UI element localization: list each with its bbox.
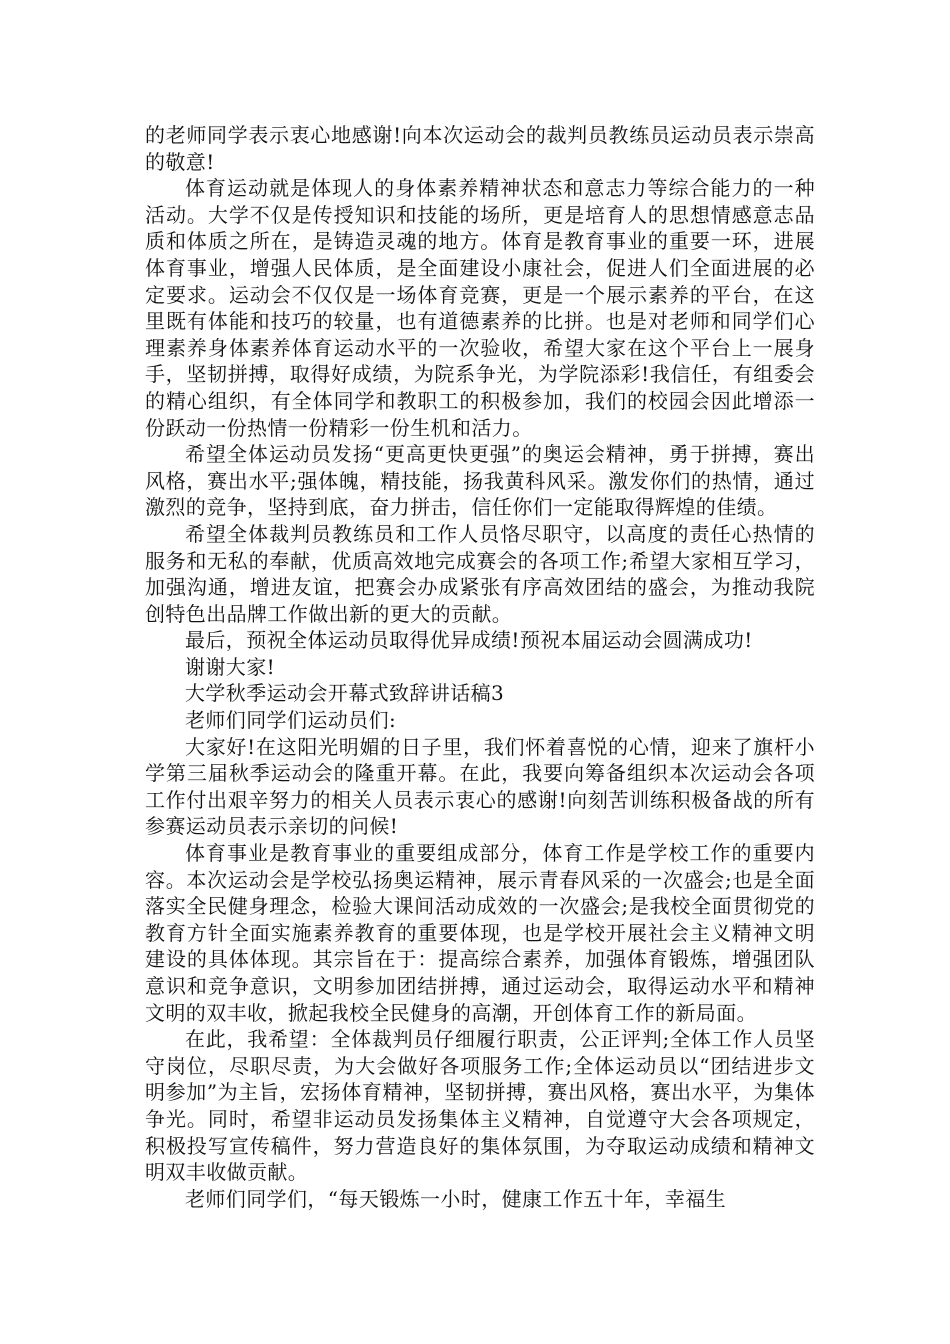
paragraph-greeting: 大家好!在这阳光明媚的日子里，我们怀着喜悦的心情，迎来了旗杆小学第三届秋季运动会的隆重开幕。在此，我要向筹备组织本次运动会各项工作付出艰辛努力的相关人员表示衷心的感谢!向刻苦训练积极备战的所有参赛运动员表示亲切的问候!	[145, 734, 815, 839]
paragraph-expectations: 在此，我希望：全体裁判员仔细履行职责，公正评判;全体工作人员坚守岗位，尽职尽责，为大会做好各项服务工作;全体运动员以“团结进步文明参加”为主旨，宏扬体育精神，坚韧拼搏，赛出风格，赛出水平，为集体争光。同时，希望非运动员发扬集体主义精神，自觉遵守大会各项规定，积极投写宣传稿件，努力营造良好的集体氛围，为夺取运动成绩和精神文明双丰收做贡献。	[145, 1027, 815, 1185]
paragraph-referees-hope: 希望全体裁判员教练员和工作人员恪尽职守，以高度的责任心热情的服务和无私的奉献，优质高效地完成赛会的各项工作;希望大家相互学习，加强沟通，增进友谊，把赛会办成紧张有序高效团结的盛会，为推动我院创特色出品牌工作做出新的更大的贡献。	[145, 521, 815, 626]
document-page	[145, 122, 815, 1212]
paragraph-sports-education: 体育事业是教育事业的重要组成部分，体育工作是学校工作的重要内容。本次运动会是学校弘扬奥运精神，展示青春风采的一次盛会;也是全面落实全民健身理念，检验大课间活动成效的一次盛会;是我校全面贯彻党的教育方针全面实施素养教育的重要体现，也是学校开展社会主义精神文明建设的具体体现。其宗旨在于：提高综合素养，加强体育锻炼，增强团队意识和竞争意识，文明参加团结拼搏，通过运动会，取得运动水平和精神文明的双丰收，掀起我校全民健身的高潮，开创体育工作的新局面。	[145, 841, 815, 1025]
paragraph-thanks: 谢谢大家!	[185, 654, 276, 679]
paragraph-continuation: 的老师同学表示衷心地感谢!向本次运动会的裁判员教练员运动员表示崇高的敬意!	[145, 123, 815, 174]
paragraph-wishes: 最后，预祝全体运动员取得优异成绩!预祝本届运动会圆满成功!	[185, 628, 753, 653]
paragraph-athletes-hope: 希望全体运动员发扬“更高更快更强”的奥运会精神，勇于拼搏，赛出风格，赛出水平;强体魄，精技能，扬我黄科风采。激发你们的热情，通过激烈的竞争，坚持到底，奋力拼击，信任你们一定能取得辉煌的佳绩。	[145, 442, 815, 520]
paragraph-closing: 老师们同学们，“每天锻炼一小时，健康工作五十年，幸福生	[185, 1186, 727, 1211]
salutation: 老师们同学们运动员们:	[185, 708, 397, 733]
paragraph-sports-meaning: 体育运动就是体现人的身体素养精神状态和意志力等综合能力的一种活动。大学不仅是传授知识和技能的场所，更是培育人的思想情感意志品质和体质之所在，是铸造灵魂的地方。体育是教育事业的重要一环，进展体育事业，增强人民体质，是全面建设小康社会，促进人们全面进展的必定要求。运动会不仅仅是一场体育竞赛，更是一个展示素养的平台，在这里既有体能和技巧的较量，也有道德素养的比拼。也是对老师和同学们心理素养身体素养体育运动水平的一次验收，希望大家在这个平台上一展身手，坚韧拼搏，取得好成绩，为院系争光，为学院添彩!我信任，有组委会的精心组织，有全体同学和教职工的积极参加，我们的校园会因此增添一份跃动一份热情一份精彩一份生机和活力。	[145, 176, 815, 440]
section-title: 大学秋季运动会开幕式致辞讲话稿3	[185, 681, 505, 706]
